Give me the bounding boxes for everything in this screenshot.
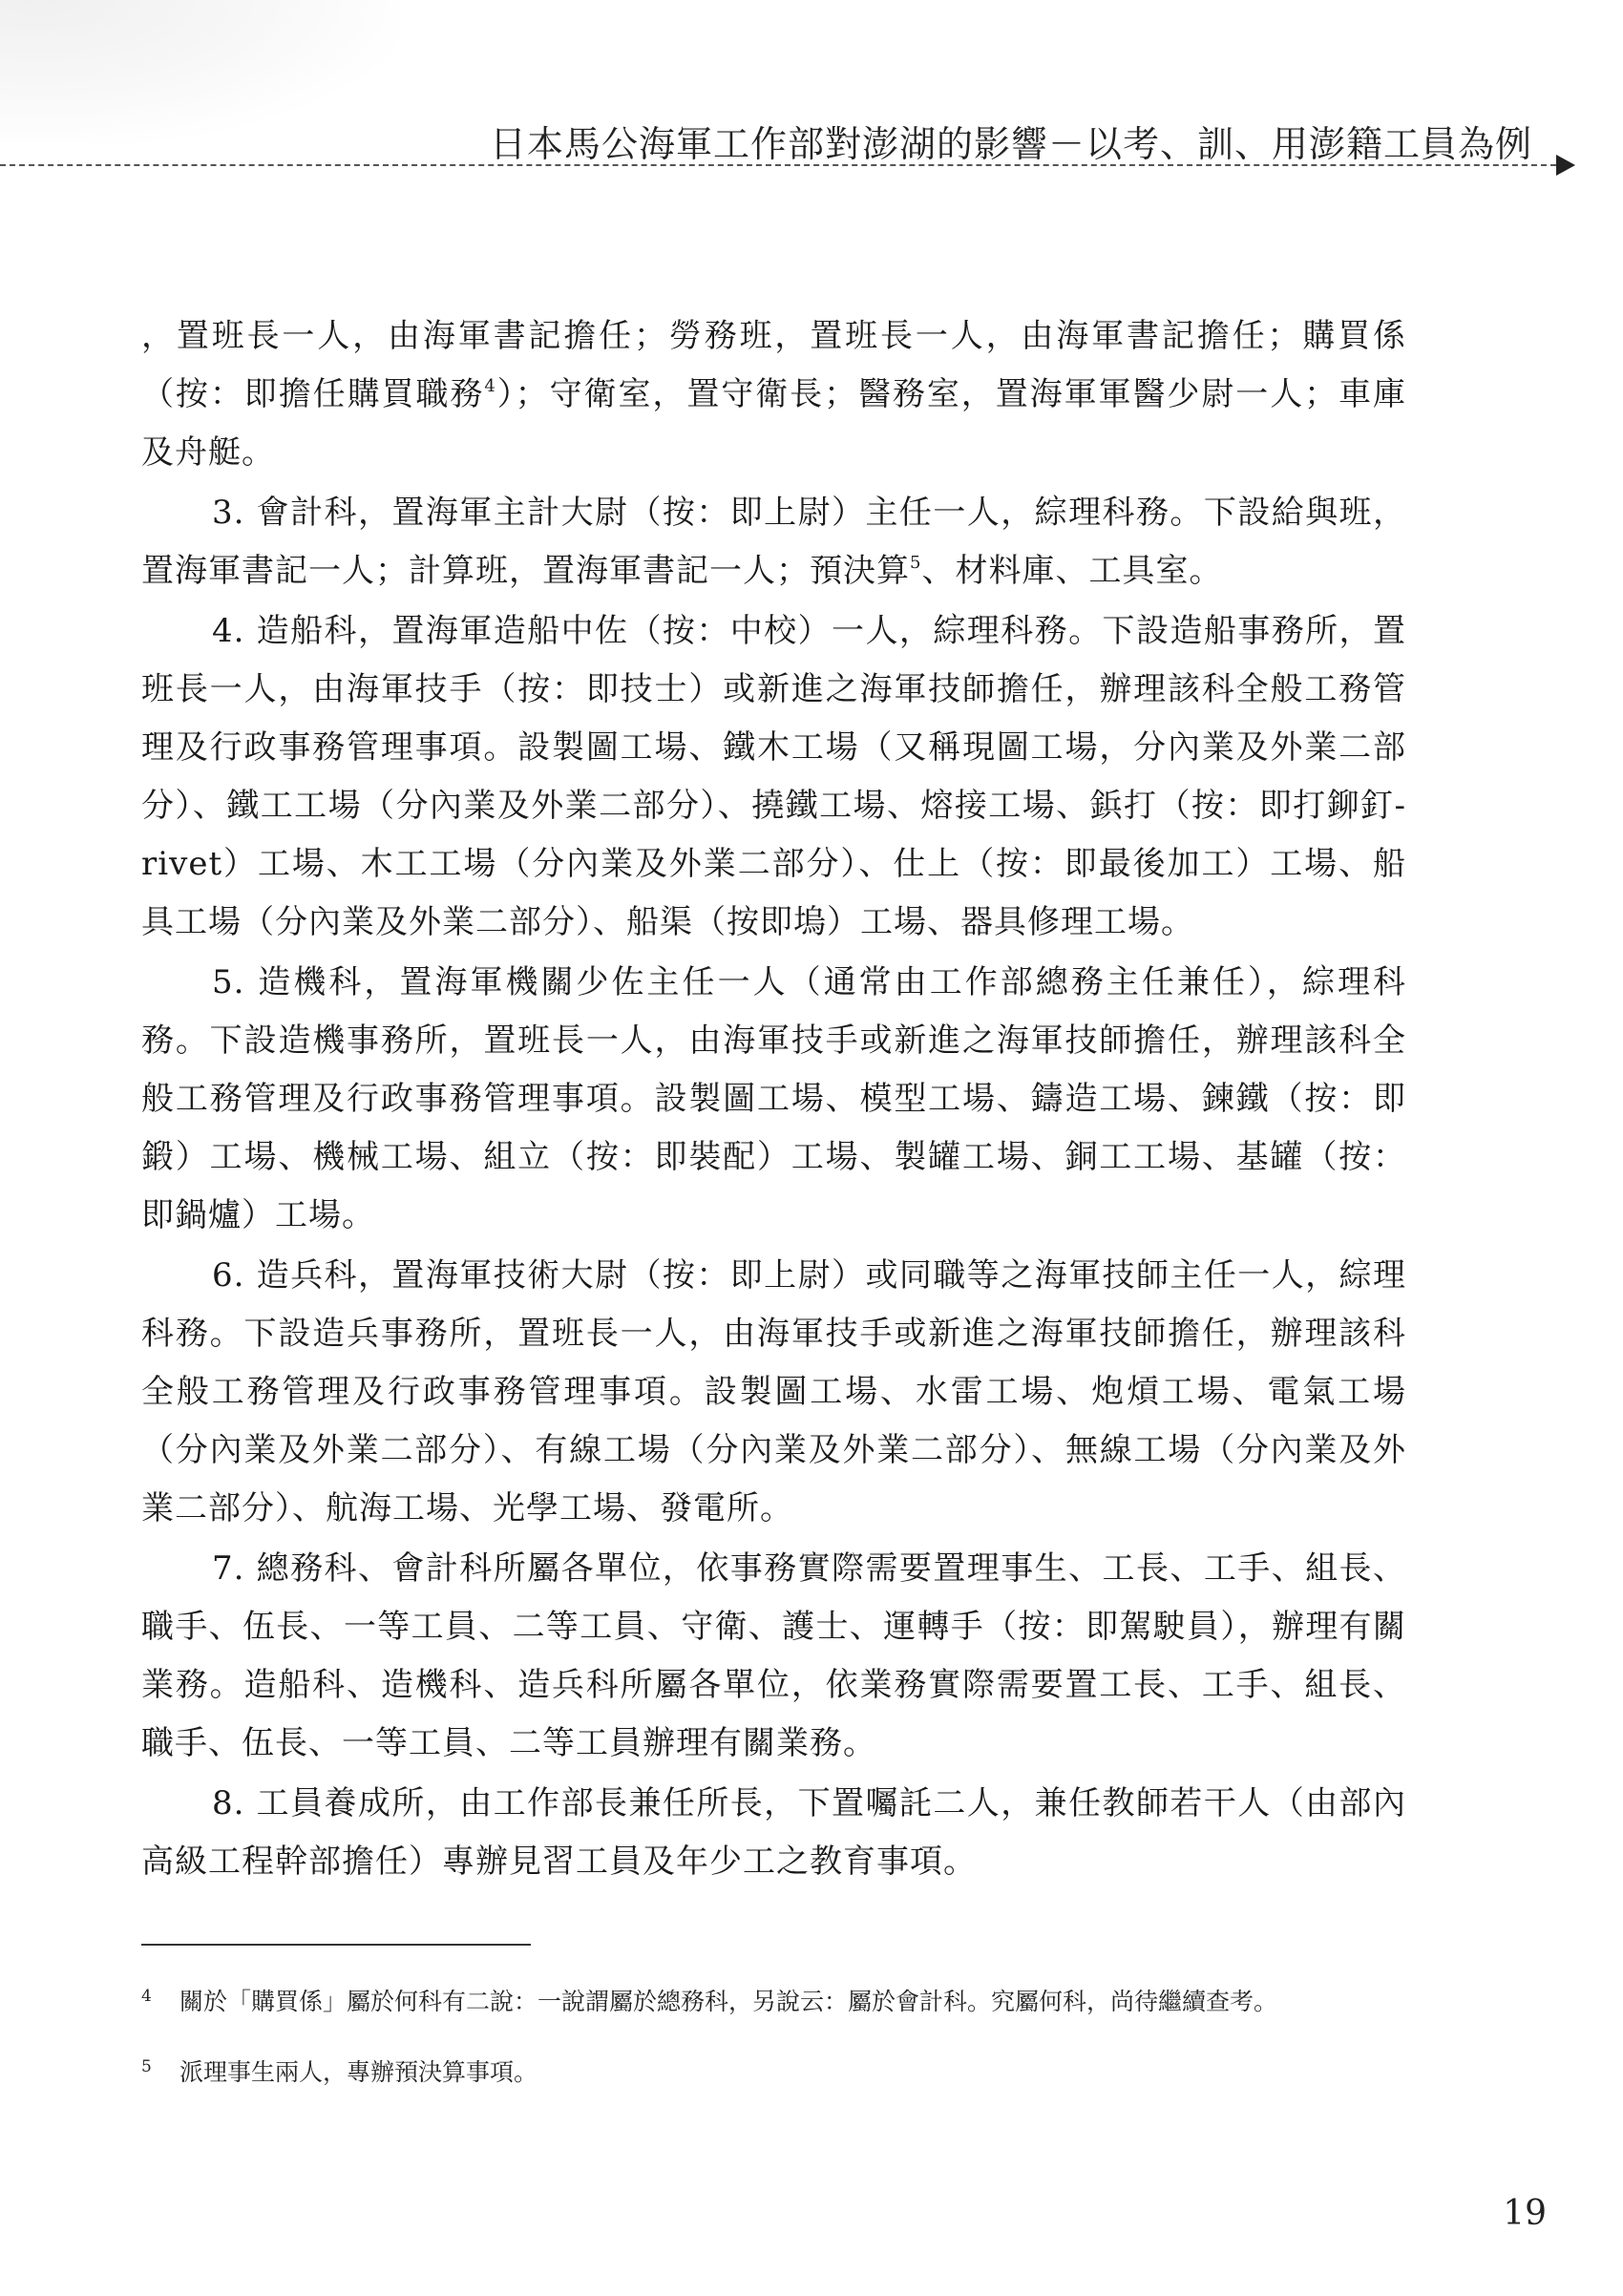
- paragraph-continuation: ，置班長一人，由海軍書記擔任；勞務班，置班長一人，由海軍書記擔任；購買係（按：即擔任購買職務$^4$）；守衛室，置守衛長；醫務室，置海軍軍醫少尉一人；車庫及舟艇。: [141, 317, 1407, 472]
- paragraph-item-4: 4. 造船科，置海軍造船中佐（按：中校）一人，綜理科務。下設造船事務所，置班長一人，由海軍技手（按：即技士）或新進之海軍技師擔任，辦理該科全般工務管理及行政事務管理事項。設製圖工場、鐵木工場（又稱現圖工場，分內業及外業二部分）、鐵工工場（分內業及外業二部分）、撓鐵工場、熔接工場、鋲打（按：即打鉚釘- rivet）工場、木工工場（分內業及外業二部分）、仕上（按：即最後加工）工場、船具工場（分內業及外業二部分）、船渠（按即塢）工場、器具修理工場。: [141, 612, 1406, 941]
- footnote-4: [141, 1981, 1406, 2023]
- footnotes: [141, 1981, 1406, 2122]
- body-text: [141, 307, 1406, 1893]
- running-title: 日本馬公海軍工作部對澎湖的影響－以考、訓、用澎籍工員為例: [489, 123, 1532, 165]
- footnote-divider: [141, 1944, 531, 1946]
- footnote-number: 5: [141, 2057, 152, 2076]
- running-header: [0, 115, 1623, 172]
- footnote-text: 派理事生兩人，專辦預決算事項。: [179, 2058, 538, 2086]
- paragraph-item-5: 5. 造機科，置海軍機關少佐主任一人（通常由工作部總務主任兼任），綜理科務。下設造機事務所，置班長一人，由海軍技手或新進之海軍技師擔任，辦理該科全般工務管理及行政事務管理事項。設製圖工場、模型工場、鑄造工場、鍊鐵（按：即鍛）工場、機械工場、組立（按：即裝配）工場、製罐工場、銅工工場、基罐（按：即鍋爐）工場。: [141, 963, 1406, 1234]
- footnote-text: 關於「購買係」屬於何科有二說：一說謂屬於總務科，另說云：屬於會計科。究屬何科，尚待繼續查考。: [179, 1988, 1278, 2015]
- paragraph-item-6: 6. 造兵科，置海軍技術大尉（按：即上尉）或同職等之海軍技師主任一人，綜理科務。下設造兵事務所，置班長一人，由海軍技手或新進之海軍技師擔任，辦理該科全般工務管理及行政事務管理事項。設製圖工場、水雷工場、炮熕工場、電氣工場（分內業及外業二部分）、有線工場（分內業及外業二部分）、無線工場（分內業及外業二部分）、航海工場、光學工場、發電所。: [141, 1256, 1406, 1527]
- footnote-5: [141, 2052, 1406, 2094]
- paragraph-item-3: 3. 會計科，置海軍主計大尉（按：即上尉）主任一人，綜理科務。下設給與班，置海軍書記一人；計算班，置海軍書記一人；預決算$^5$、材料庫、工具室。: [141, 494, 1406, 590]
- footnote-number: 4: [141, 1987, 152, 2006]
- page-number: 19: [1503, 2194, 1547, 2233]
- footnote-ref-4: 4: [484, 376, 496, 396]
- paragraph-item-7: 7. 總務科、會計科所屬各單位，依事務實際需要置理事生、工長、工手、組長、職手、伍長、一等工員、二等工員、守衛、護士、運轉手（按：即駕駛員），辦理有關業務。造船科、造機科、造兵科所屬各單位，依業務實際需要置工長、工手、組長、職手、伍長、一等工員、二等工員辦理有關業務。: [141, 1549, 1406, 1762]
- arrow-right-icon: [1556, 155, 1575, 176]
- footnote-ref-5: 5: [910, 553, 922, 573]
- paragraph-item-8: 8. 工員養成所，由工作部長兼任所長，下置囑託二人，兼任教師若干人（由部內高級工程幹部擔任）專辦見習工員及年少工之教育事項。: [141, 1784, 1406, 1881]
- header-dashed-rule: [0, 164, 1556, 166]
